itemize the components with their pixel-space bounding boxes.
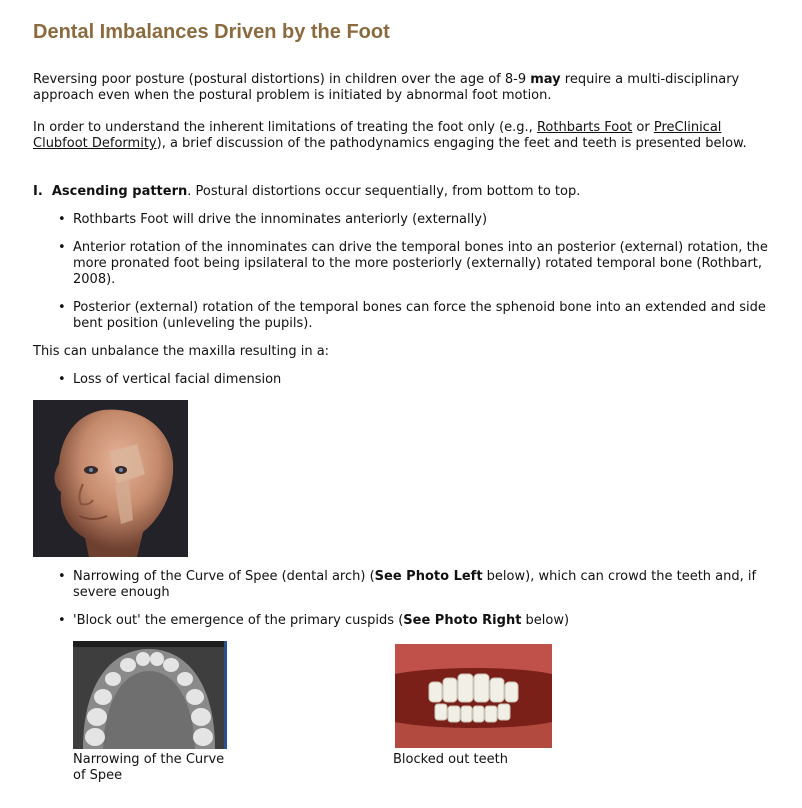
cuspids-text-a: 'Block out' the emergence of the primary cuspids (	[73, 613, 404, 628]
bullet-icon: •	[58, 212, 66, 227]
bullet-icon: •	[58, 613, 66, 628]
intro2-text-c: ), a brief discussion of the pathodynamics engaging the feet and teeth is presented below.	[156, 136, 747, 151]
dental-arch-photo	[73, 641, 227, 749]
caption-blocked-teeth: Blocked out teeth	[393, 752, 508, 767]
intro1-emphasis: may	[530, 72, 561, 87]
list-item-text: Anterior rotation of the innominates can drive the temporal bones into an posterior (external) rotation, the more pronated foot being ipsilateral to the more posteriorly (externally) rotated temporal bone (Rothbart, 2008).	[73, 240, 768, 287]
section-number: I.	[33, 184, 43, 199]
dental-arch-graphic	[73, 641, 224, 749]
section-text: . Postural distortions occur sequentially, from bottom to top.	[187, 184, 581, 199]
section-heading: Ascending pattern	[51, 184, 188, 199]
section-ascending-pattern	[33, 184, 773, 200]
bullet-icon: •	[58, 240, 66, 255]
blocked-teeth-graphic	[395, 644, 552, 748]
intro1-text-a: Reversing poor posture (postural distortions) in children over the age of 8-9	[33, 72, 531, 87]
intro1-text-c: require a multi-disciplinary approach even when the postural problem is initiated by abnormal foot motion.	[33, 72, 740, 103]
list-item-text	[73, 613, 771, 629]
bullet-icon: •	[58, 569, 66, 584]
list-item-text	[73, 569, 771, 601]
list-item-text: Loss of vertical facial dimension	[73, 372, 282, 387]
intro-paragraph-1	[33, 72, 773, 104]
caption-curve-of-spee: Narrowing of the Curve of Spee	[73, 752, 225, 783]
list-item-text: Rothbarts Foot will drive the innominates anteriorly (externally)	[73, 212, 488, 227]
blocked-teeth-photo	[395, 644, 552, 748]
list-item-text: Posterior (external) rotation of the temporal bones can force the sphenoid bone into an extended and side bent position (unleveling the pupils).	[73, 300, 766, 331]
intro2-text-b: or	[632, 120, 654, 135]
preclinical-clubfoot-link[interactable]: PreClinical Clubfoot Deformity	[33, 120, 722, 151]
bullet-icon: •	[58, 300, 66, 315]
curve-text-a: Narrowing of the Curve of Spee (dental arch) (	[73, 569, 375, 584]
curve-text-c: below), which can crowd the teeth and, if severe enough	[73, 569, 757, 600]
bullet-icon: •	[58, 372, 66, 387]
see-photo-right: See Photo Right	[403, 613, 522, 628]
cuspids-text-c: below)	[521, 613, 570, 628]
intro-paragraph-2	[33, 120, 773, 152]
see-photo-left: See Photo Left	[374, 569, 483, 584]
unbalance-text: This can unbalance the maxilla resulting in a:	[33, 344, 330, 359]
rothbarts-foot-link[interactable]: Rothbarts Foot	[536, 120, 633, 135]
intro2-text-a: In order to understand the inherent limitations of treating the foot only (e.g.,	[33, 120, 537, 135]
page-title: Dental Imbalances Driven by the Foot	[33, 21, 390, 43]
face-render-image	[33, 400, 188, 557]
face-render-graphic	[33, 400, 188, 557]
